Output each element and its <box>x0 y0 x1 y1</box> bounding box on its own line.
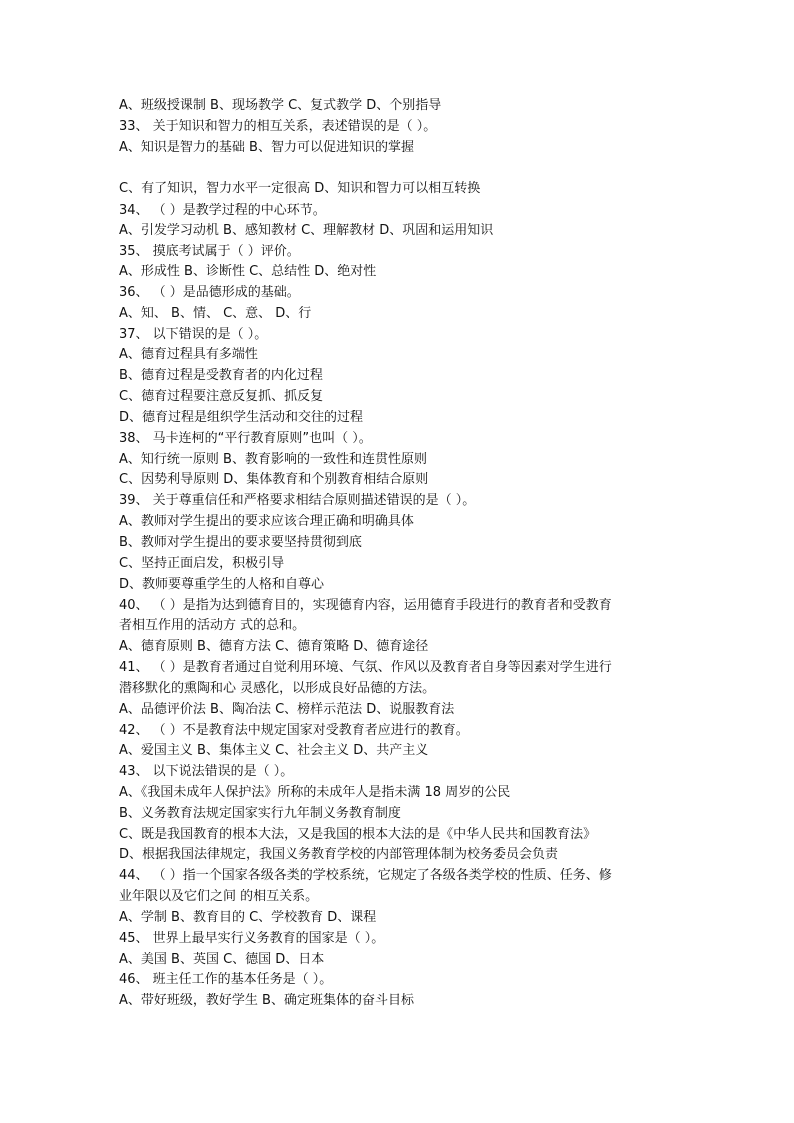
text-line: A、知、 B、情、 C、意、 D、行 <box>119 306 312 321</box>
text-line: C、因势利导原则 D、集体教育和个别教育相结合原则 <box>119 472 429 487</box>
text-line: 38、 马卡连柯的“平行教育原则”也叫（ ）。 <box>119 431 372 446</box>
text-line: A、带好班级，教好学生 B、确定班集体的奋斗目标 <box>119 993 414 1008</box>
text-line: 43、 以下说法错误的是（ ）。 <box>119 764 294 779</box>
text-line: A、学制 B、教育目的 C、学校教育 D、课程 <box>119 910 377 925</box>
text-line: A、德育过程具有多端性 <box>119 347 258 362</box>
text-line: A、《我国未成年人保护法》所称的未成年人是指未满 18 周岁的公民 <box>119 785 511 800</box>
text-line: 35、 摸底考试属于（ ）评价。 <box>119 244 300 259</box>
text-line: 46、 班主任工作的基本任务是（ ）。 <box>119 972 333 987</box>
text-line: 37、 以下错误的是（ ）。 <box>119 327 268 342</box>
text-line: 39、 关于尊重信任和严格要求相结合原则描述错误的是（ ）。 <box>119 493 476 508</box>
text-line: 业年限以及它们之间 的相互关系。 <box>119 889 319 904</box>
text-line: C、德育过程要注意反复抓、抓反复 <box>119 389 324 404</box>
text-line: A、美国 B、英国 C、德国 D、日本 <box>119 952 325 967</box>
text-line: 40、 （ ）是指为达到德育目的，实现德育内容，运用德育手段进行的教育者和受教育 <box>119 598 612 613</box>
text-line: C、坚持正面启发，积极引导 <box>119 556 285 571</box>
text-line: 33、 关于知识和智力的相互关系，表述错误的是（ ）。 <box>119 119 437 134</box>
text-line: D、德育过程是组织学生活动和交往的过程 <box>119 410 364 425</box>
text-line: 34、 （ ）是教学过程的中心环节。 <box>119 203 326 218</box>
text-line: A、爱国主义 B、集体主义 C、社会主义 D、共产主义 <box>119 743 429 758</box>
text-line: A、班级授课制 B、现场教学 C、复式教学 D、个别指导 <box>119 98 442 113</box>
text-line: A、教师对学生提出的要求应该合理正确和明确具体 <box>119 514 414 529</box>
text-line: B、义务教育法规定国家实行九年制义务教育制度 <box>119 806 401 821</box>
text-line: A、知行统一原则 B、教育影响的一致性和连贯性原则 <box>119 452 427 467</box>
text-line: A、引发学习动机 B、感知教材 C、理解教材 D、巩固和运用知识 <box>119 223 494 238</box>
text-line: 42、 （ ）不是教育法中规定国家对受教育者应进行的教育。 <box>119 723 469 738</box>
text-line: B、德育过程是受教育者的内化过程 <box>119 368 323 383</box>
text-line: A、知识是智力的基础 B、智力可以促进知识的掌握 <box>119 140 414 155</box>
text-line: 44、 （ ）指一个国家各级各类的学校系统，它规定了各级各类学校的性质、任务、修 <box>119 868 612 883</box>
text-line: A、品德评价法 B、陶冶法 C、榜样示范法 D、说服教育法 <box>119 702 455 717</box>
text-line: D、教师要尊重学生的人格和自尊心 <box>119 577 325 592</box>
text-line: 36、 （ ）是品德形成的基础。 <box>119 285 300 300</box>
text-line: 者相互作用的活动方 式的总和。 <box>119 618 306 633</box>
text-line: 潜移默化的熏陶和心 灵感化，以形成良好品德的方法。 <box>119 681 436 696</box>
text-line: D、根据我国法律规定，我国义务教育学校的内部管理体制为校务委员会负责 <box>119 847 559 862</box>
text-line: A、形成性 B、诊断性 C、总结性 D、绝对性 <box>119 264 377 279</box>
text-line: C、有了知识，智力水平一定很高 D、知识和智力可以相互转换 <box>119 181 481 196</box>
text-line: 45、 世界上最早实行义务教育的国家是（ ）。 <box>119 931 385 946</box>
text-line: 41、 （ ）是教育者通过自觉利用环境、气氛、作风以及教育者自身等因素对学生进行 <box>119 660 612 675</box>
text-line: C、既是我国教育的根本大法，又是我国的根本大法的是《中华人民共和国教育法》 <box>119 827 597 842</box>
text-line: B、教师对学生提出的要求要坚持贯彻到底 <box>119 535 362 550</box>
text-line: A、德育原则 B、德育方法 C、德育策略 D、德育途径 <box>119 639 429 654</box>
